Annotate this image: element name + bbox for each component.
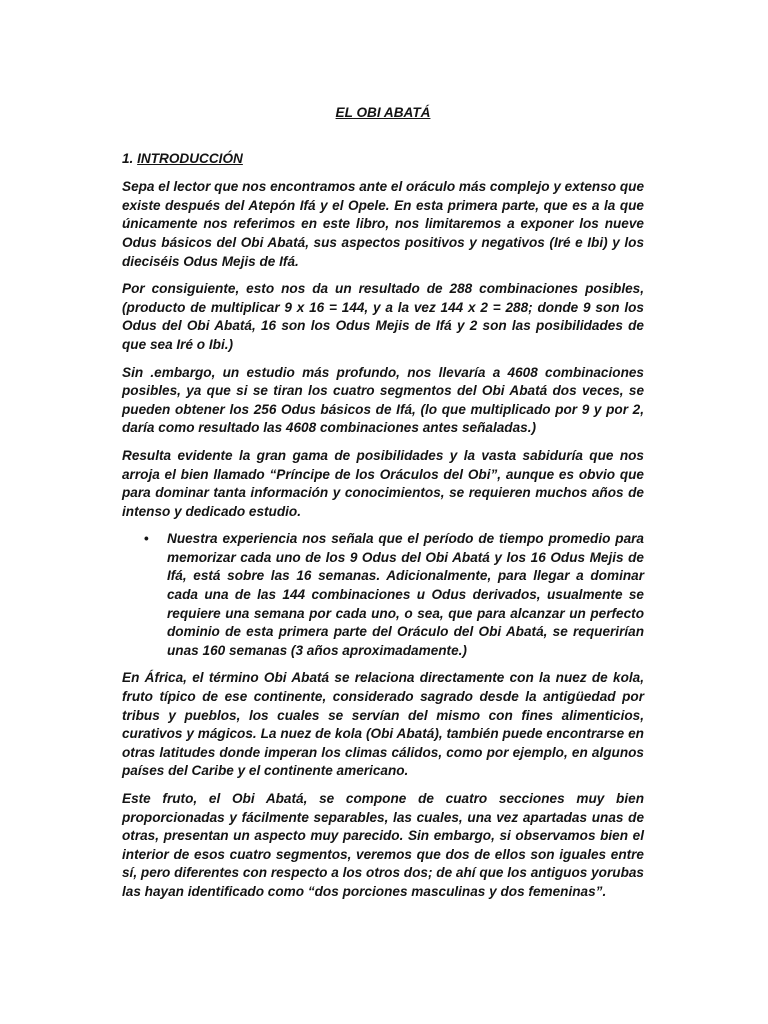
document-page bbox=[122, 104, 644, 911]
bullet-list bbox=[122, 530, 644, 660]
paragraph-intro: Sepa el lector que nos encontramos ante el oráculo más complejo y extenso que existe después del Atepón Ifá y el Opele. En esta primera parte, que es a la que únicamente nos referimos en este libro, nos limitaremos a exponer los nueve Odus básicos del Obi Abatá, sus aspectos positivos y negativos (Iré e Ibi) y los dieciséis Odus Mejis de Ifá. bbox=[122, 179, 645, 269]
list-item bbox=[122, 530, 644, 660]
paragraph-fruit: Este fruto, el Obi Abatá, se compone de cuatro secciones muy bien proporcionadas y fácilmente separables, las cuales, una vez apartadas unas de otras, presentan un aspecto muy parecido. Sin embargo, si observamos bien el interior de esos cuatro segmentos, veremos que dos de ellos son iguales entre sí, pero diferentes con respecto a los otros dos; de ahí que los antiguos yorubas las hayan identificado como “dos porciones masculinas y dos femeninas”. bbox=[122, 791, 644, 899]
paragraph-combinations: Por consiguiente, esto nos da un resultado de 288 combinaciones posibles, (producto de multiplicar 9 x 16 = 144, y a la vez 144 x 2 = 288; donde 9 son los Odus del Obi Abatá, 16 son los Odus Mejis de Ifá y 2 son las posibilidades de que sea Iré o Ibi.) bbox=[122, 281, 644, 352]
bullet-text: Nuestra experiencia nos señala que el período de tiempo promedio para memorizar cada uno de los 9 Odus del Obi Abatá y los 16 Odus Mejis de Ifá, está sobre las 16 semanas. Adicionalmente, para llegar a dominar cada una de las 144 combinaciones u Odus derivados, usualmente se requiere una semana por cada uno, o sea, que para alcanzar un perfecto dominio de esta primera parte del Oráculo del Obi Abatá, se requerirían unas 160 semanas (3 años aproximadamente.) bbox=[167, 531, 644, 658]
bullet-icon: • bbox=[144, 531, 149, 547]
paragraph-deeper-study: Sin .embargo, un estudio más profundo, nos llevaría a 4608 combinaciones posibles, ya que si se tiran los cuatro segmentos del Obi Abatá dos veces, se pueden obtener los 256 Odus básicos de Ifá, (lo que multiplicado por 9 y por 2, daría como resultado las 4608 combinaciones antes señaladas.) bbox=[122, 364, 644, 436]
section-number: 1. bbox=[122, 150, 134, 166]
section-title: INTRODUCCIÓN bbox=[137, 150, 243, 166]
section-heading bbox=[122, 150, 644, 169]
paragraph-africa: En África, el término Obi Abatá se relaciona directamente con la nuez de kola, fruto típico de ese continente, considerado sagrado desde la antigüedad por tribus y pueblos, los cuales se servían del mismo con fines alimenticios, curativos y mágicos. La nuez de kola (Obi Abatá), también puede encontrarse en otras latitudes donde imperan los climas cálidos, como por ejemplo, en algunos países del Caribe y el continente americano. bbox=[122, 670, 644, 779]
paragraph-wisdom: Resulta evidente la gran gama de posibilidades y la vasta sabiduría que nos arroja el bien llamado “Príncipe de los Oráculos del Obi”, aunque es obvio que para dominar tanta información y conocimientos, se requieren muchos años de intenso y dedicado estudio. bbox=[122, 447, 644, 519]
document-title: EL OBI ABATÁ bbox=[335, 105, 431, 120]
